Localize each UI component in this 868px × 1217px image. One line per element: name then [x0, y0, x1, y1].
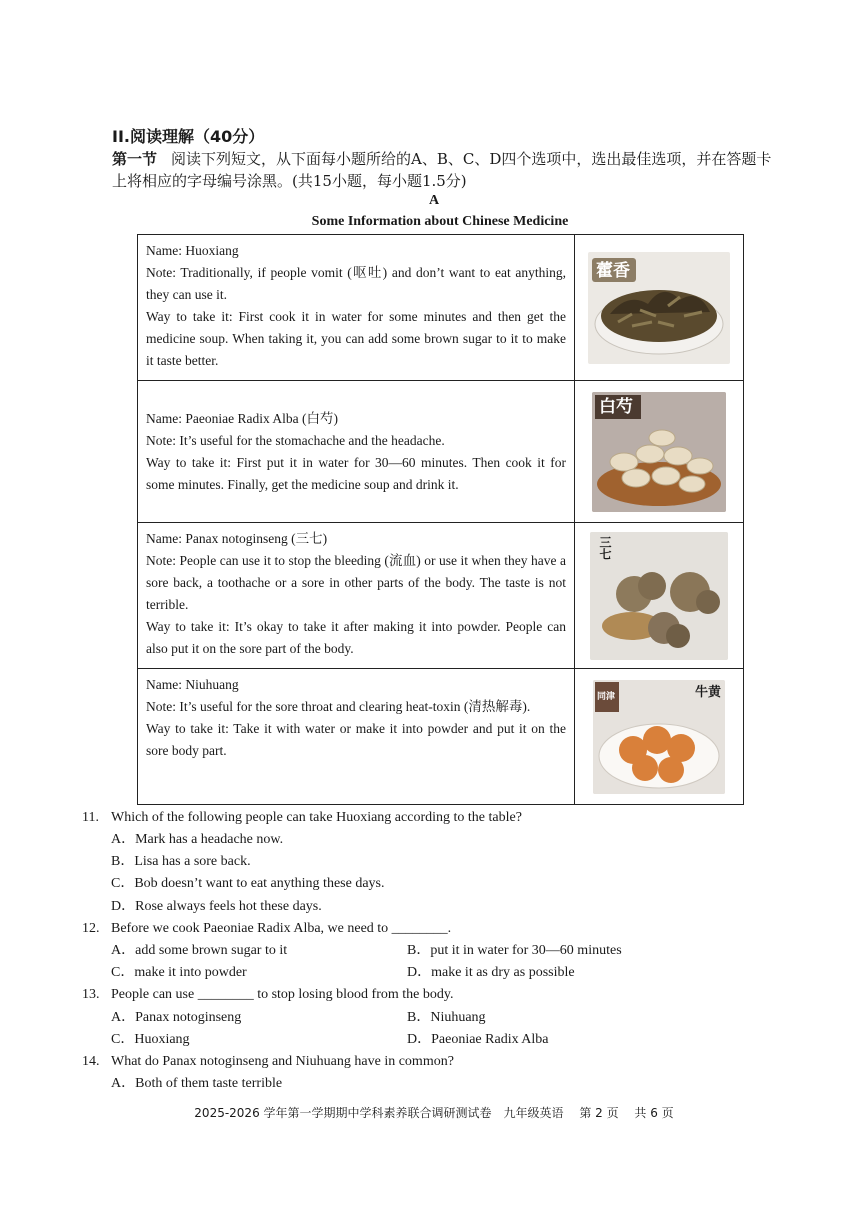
medicine-usage: Way to take it: First cook it in water for some minutes and then get the medicine soup. When taking it, you can add some brown sugar to it to make it taste better. [146, 309, 566, 368]
question-number: 13. [82, 987, 100, 1002]
option[interactable]: B．put it in water for 30—60 minutes [407, 943, 622, 958]
option[interactable]: C．make it into powder [111, 965, 247, 980]
option[interactable]: A．add some brown sugar to it [111, 943, 288, 958]
medicine-info-cell [138, 381, 575, 523]
question-14 [82, 1051, 454, 1073]
medicine-image-cell [575, 381, 744, 523]
question-13 [82, 984, 453, 1006]
option[interactable]: D．Rose always feels hot these days. [111, 899, 322, 914]
medicine-image-cell [575, 235, 744, 381]
medicine-note: Note: It’s useful for the sore throat and clearing heat-toxin (清热解毒). [146, 699, 531, 714]
option[interactable]: A．Both of them taste terrible [111, 1076, 283, 1091]
passage-title: Some Information about Chinese Medicine [311, 214, 569, 229]
table-row [138, 235, 744, 381]
medicine-image-cell [575, 523, 744, 669]
question-number: 14. [82, 1054, 100, 1069]
question-stem: What do Panax notoginseng and Niuhuang have in common? [111, 1054, 454, 1069]
option[interactable]: B．Niuhuang [407, 1010, 486, 1025]
passage-letter: A [428, 193, 440, 208]
page-footer: 2025-2026 学年第一学期期中学科素养联合调研测试卷 九年级英语 第 2 页 共 6 页 [194, 1106, 674, 1120]
medicine-info-cell [138, 523, 575, 669]
option[interactable]: D．make it as dry as possible [407, 965, 575, 980]
table-row [138, 523, 744, 669]
section-instruction [112, 148, 772, 192]
option[interactable]: A．Panax notoginseng [111, 1010, 242, 1025]
panax-photo [590, 532, 728, 660]
image-label: 牛黄 [694, 684, 721, 700]
medicine-name: Name: Niuhuang [146, 677, 239, 692]
option[interactable]: D．Paeoniae Radix Alba [407, 1032, 549, 1047]
medicine-info-cell [138, 669, 575, 805]
medicine-image-cell [575, 669, 744, 805]
medicine-table [137, 234, 744, 805]
paeoniae-photo [592, 392, 726, 512]
table-row [138, 669, 744, 805]
instruction-text: 阅读下列短文，从下面每小题所给的A、B、C、D四个选项中，选出最佳选项，并在答题卡上将相应的字母编号涂黑。(共15小题，每小题1.5分) [112, 150, 772, 190]
medicine-usage: Way to take it: First put it in water for 30—60 minutes. Then cook it for some minutes. Finally, get the medicine soup and drink it. [146, 454, 566, 492]
medicine-usage: Way to take it: It’s okay to take it after making it into powder. People can also put it on the sore part of the body. [146, 619, 566, 656]
question-12 [82, 918, 451, 940]
question-number: 12. [82, 921, 100, 936]
question-stem: Which of the following people can take Huoxiang according to the table? [111, 810, 522, 825]
option[interactable]: A．Mark has a headache now. [111, 832, 284, 847]
image-small-label: 同津 [597, 691, 616, 702]
part-label: 第一节 [112, 150, 158, 168]
section-title: II.阅读理解（40分） [112, 127, 265, 146]
question-stem: People can use ________ to stop losing blood from the body. [111, 987, 454, 1002]
medicine-name: Name: Paeoniae Radix Alba (白芍) [146, 410, 338, 426]
table-row [138, 381, 744, 523]
medicine-name: Name: Huoxiang [146, 243, 239, 258]
medicine-note: Note: Traditionally, if people vomit (呕吐) and don’t want to eat anything, they can use it. [146, 265, 566, 302]
medicine-note: Note: It’s useful for the stomachache and the headache. [146, 432, 445, 448]
medicine-usage: Way to take it: Take it with water or make it into powder and put it on the sore body part. [146, 721, 566, 758]
question-stem: Before we cook Paeoniae Radix Alba, we need to ________. [111, 921, 452, 936]
option[interactable]: C．Bob doesn’t want to eat anything these days. [111, 876, 385, 891]
question-11 [82, 807, 522, 829]
option[interactable]: B．Lisa has a sore back. [111, 854, 251, 869]
niuhuang-photo [593, 680, 725, 794]
medicine-name: Name: Panax notoginseng (三七) [146, 531, 328, 546]
medicine-note: Note: People can use it to stop the bleeding (流血) or use it when they have a sore back, a toothache or a sore in other parts of the body. The taste is not terrible. [146, 553, 566, 612]
image-label: 藿香 [596, 260, 630, 281]
image-label: 白芍 [599, 396, 633, 417]
option[interactable]: C．Huoxiang [111, 1032, 190, 1047]
question-number: 11. [82, 810, 99, 825]
medicine-info-cell [138, 235, 575, 381]
huoxiang-photo [588, 252, 730, 364]
image-label: 三七 [598, 535, 612, 560]
